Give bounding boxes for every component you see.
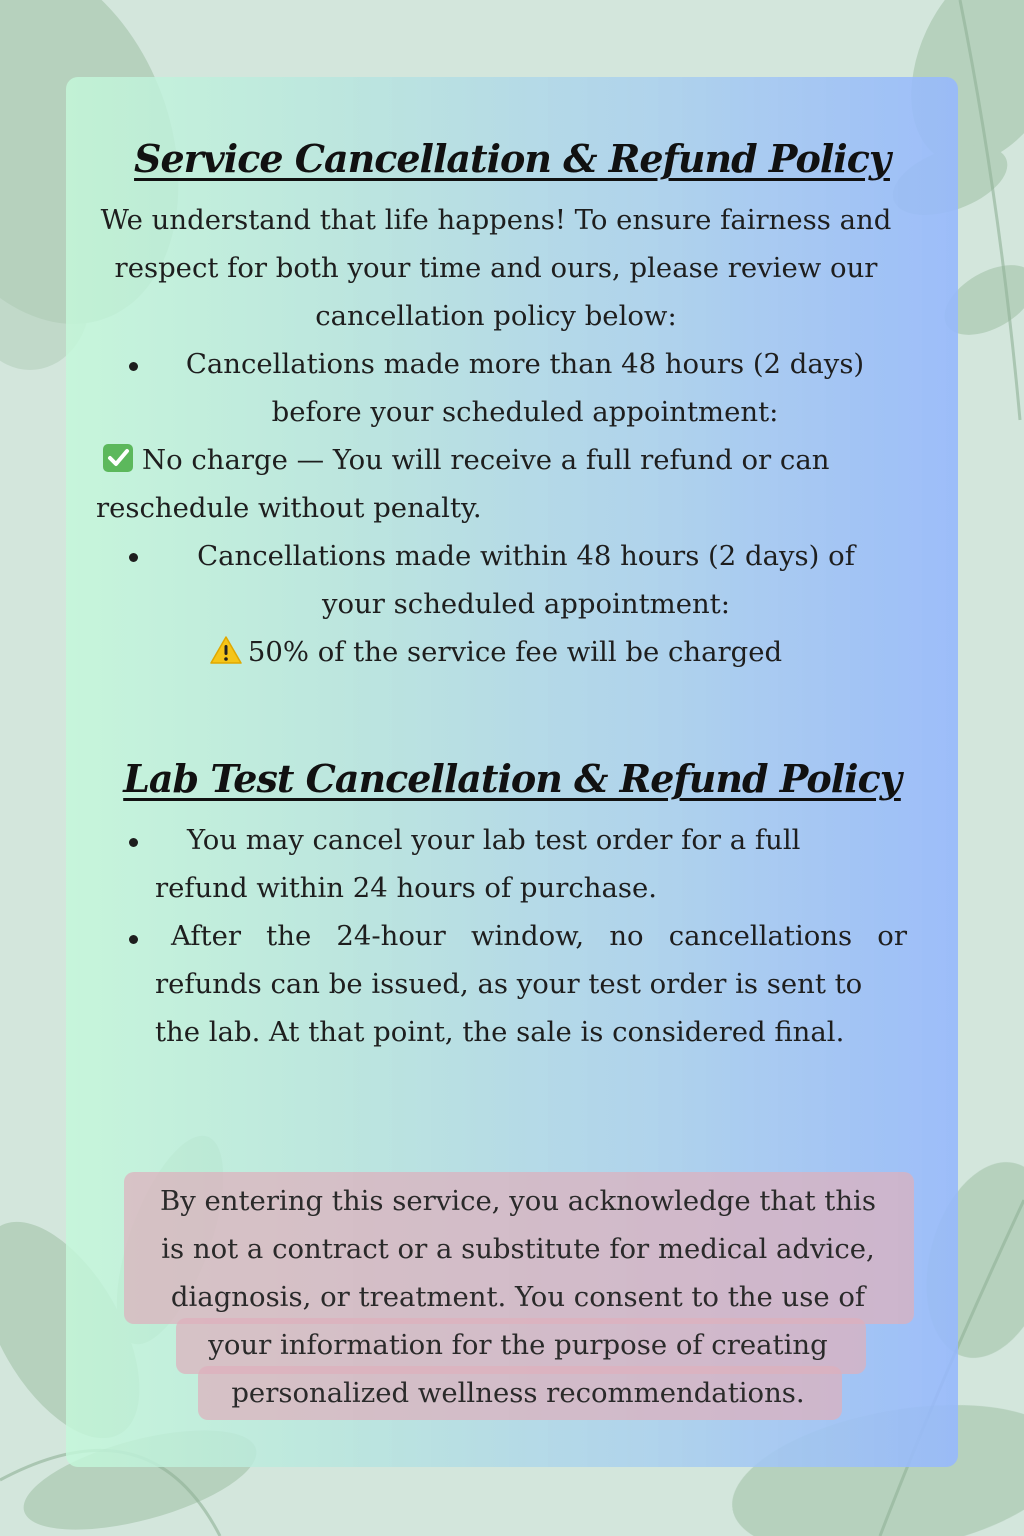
disclaimer-line-5: personalized wellness recommendations. — [231, 1377, 805, 1409]
lab-bullet-1-line-1: You may cancel your lab test order for a full — [187, 824, 801, 856]
half-fee-note — [96, 628, 896, 676]
service-bullet-more-than-48h — [158, 340, 892, 436]
check-mark-icon — [102, 443, 136, 473]
warning-icon — [210, 635, 242, 665]
disclaimer-line-3: diagnosis, or treatment. You consent to the use of — [170, 1281, 866, 1313]
bullet-marker — [129, 362, 138, 371]
service-bullet-2-line-1: Cancellations made within 48 hours (2 days) of — [197, 540, 855, 572]
lab-bullet-2-line-1: After the 24-hour window, no cancellations or — [171, 920, 907, 952]
disclaimer-line-4: your information for the purpose of creating — [208, 1329, 828, 1361]
half-fee-text: 50% of the service fee will be charged — [247, 636, 783, 668]
disclaimer-line-2: is not a contract or a substitute for medical advice, — [161, 1233, 875, 1265]
no-charge-note — [96, 436, 896, 532]
disclaimer-line-1: By entering this service, you acknowledge that this — [160, 1185, 876, 1217]
lab-bullet-2-line-3: the lab. At that point, the sale is considered final. — [155, 1016, 845, 1048]
service-bullet-within-48h — [168, 532, 884, 628]
service-policy-intro: We understand that life happens! To ensure fairness and respect for both your time and ours, please review our cancellation policy below: — [100, 204, 892, 332]
bullet-marker — [129, 935, 138, 944]
no-charge-line-1: No charge — You will receive a full refund or can — [142, 444, 830, 476]
bullet-marker — [129, 553, 138, 562]
lab-bullet-2-line-2: refunds can be issued, as your test order is sent to — [155, 968, 863, 1000]
lab-bullet-after-24h — [155, 912, 907, 1056]
disclaimer-text — [130, 1177, 906, 1417]
service-bullet-1-line-1: Cancellations made more than 48 hours (2 days) — [185, 348, 865, 380]
service-bullet-1-line-2: before your scheduled appointment: — [271, 396, 779, 428]
lab-policy-title: Lab Test Cancellation & Refund Policy — [123, 756, 901, 801]
service-policy-title: Service Cancellation & Refund Policy — [134, 136, 890, 181]
bullet-marker — [129, 838, 138, 847]
lab-bullet-24h-refund — [155, 816, 907, 912]
no-charge-line-2: reschedule without penalty. — [96, 492, 482, 524]
service-bullet-2-line-2: your scheduled appointment: — [321, 588, 730, 620]
lab-bullet-1-line-2: refund within 24 hours of purchase. — [155, 872, 657, 904]
